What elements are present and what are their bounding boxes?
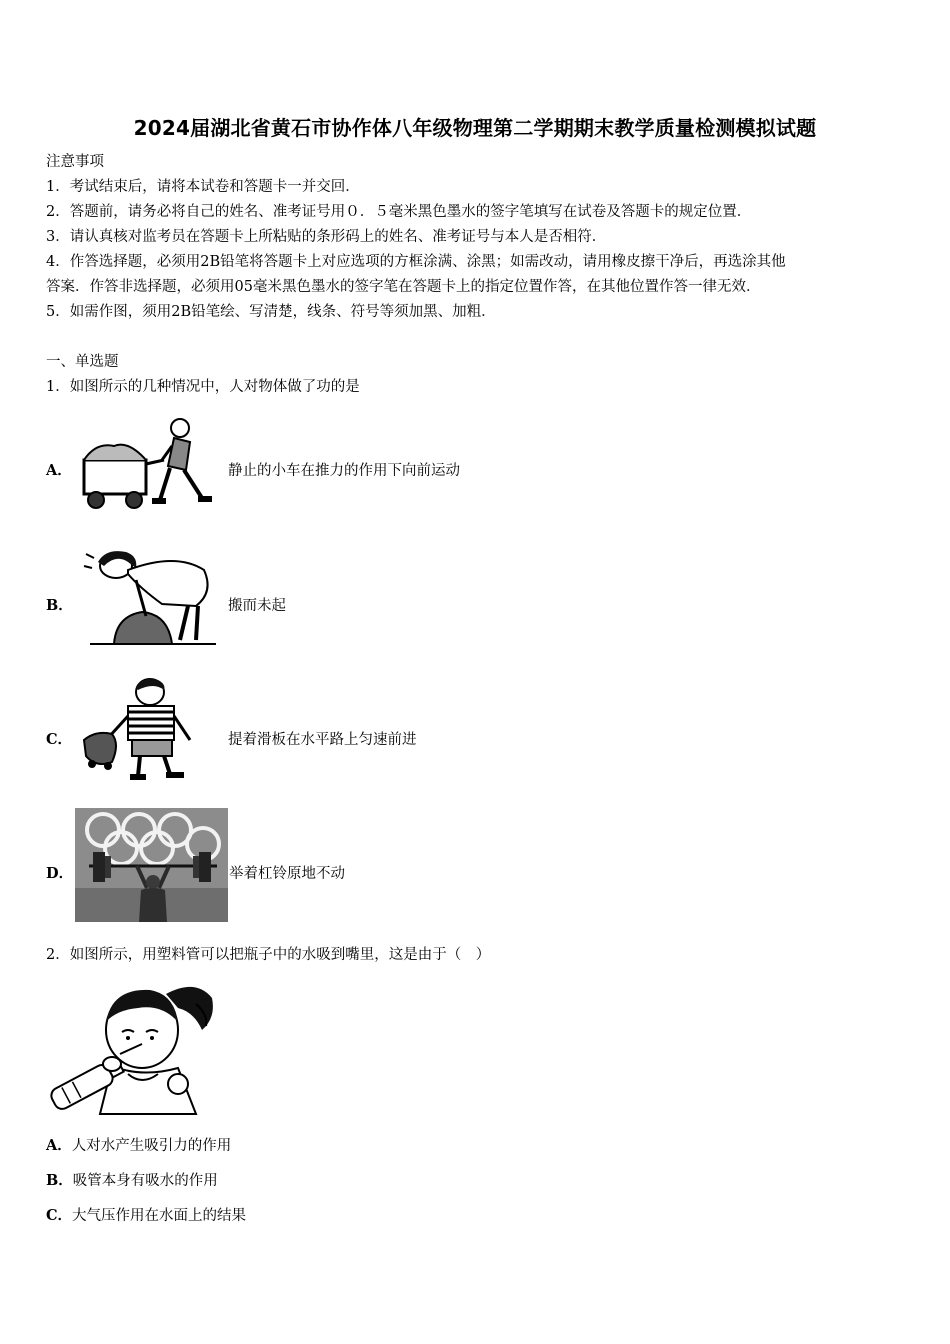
notes-item-4: 4．作答选择题，必须用2B铅笔将答题卡上对应选项的方框涂满、涂黑；如需改动，请用橡皮擦干净后，再选涂其他 <box>46 254 786 270</box>
q2-option-b-text: 吸管本身有吸水的作用 <box>72 1173 218 1189</box>
weightlifter-photo <box>75 808 228 922</box>
notes-item-1: 1．考试结束后，请将本试卷和答题卡一并交回． <box>46 179 360 195</box>
q1-option-d-letter: D． <box>46 865 74 882</box>
q2-option-c-text: 大气压作用在水面上的结果 <box>72 1208 247 1224</box>
girl-drinking-straw-figure <box>46 974 218 1116</box>
notes-heading: 注意事项 <box>46 154 104 170</box>
q2-option-b-letter: B． <box>46 1172 73 1189</box>
pushing-cart-figure <box>76 416 218 514</box>
q1-option-b-letter: B． <box>46 597 73 614</box>
page-title: 2024届湖北省黄石市协作体八年级物理第二学期期末教学质量检测模拟试题 <box>133 116 817 140</box>
q2-option-a-text: 人对水产生吸引力的作用 <box>71 1138 232 1154</box>
section-heading: 一、单选题 <box>46 354 119 370</box>
q1-option-c-text: 提着滑板在水平路上匀速前进 <box>228 732 417 748</box>
q2-option-a-letter: A． <box>46 1137 72 1154</box>
q2-option-b <box>46 1171 218 1191</box>
q1-option-b-text: 搬而未起 <box>228 598 286 614</box>
notes-item-3: 3．请认真核对监考员在答题卡上所粘贴的条形码上的姓名、准考证号与本人是否相符． <box>46 229 607 245</box>
carrying-skateboard-figure <box>78 676 210 784</box>
question-1-stem: 1．如图所示的几种情况中，人对物体做了功的是 <box>46 379 360 395</box>
notes-item-4-cont: 答案．作答非选择题，必须用05毫米黑色墨水的签字笔在答题卡上的指定位置作答，在其他位置作答一律无效． <box>46 279 761 295</box>
q1-option-d-text: 举着杠铃原地不动 <box>229 866 345 882</box>
question-2-stem: 2．如图所示，用塑料管可以把瓶子中的水吸到嘴里，这是由于（ ） <box>46 947 491 963</box>
lifting-rock-figure <box>76 544 218 650</box>
q2-option-a <box>46 1136 231 1156</box>
q1-option-a-letter: A． <box>46 462 72 479</box>
q2-option-c <box>46 1206 246 1226</box>
notes-item-2: 2．答题前，请务必将自己的姓名、准考证号用０．５毫米黑色墨水的签字笔填写在试卷及答题卡的规定位置． <box>46 204 752 220</box>
q1-option-a-text: 静止的小车在推力的作用下向前运动 <box>228 463 460 479</box>
notes-item-5: 5．如需作图，须用2B铅笔绘、写清楚，线条、符号等须加黑、加粗． <box>46 304 496 320</box>
q2-option-c-letter: C． <box>46 1207 73 1224</box>
q1-option-c-letter: C． <box>46 731 73 748</box>
